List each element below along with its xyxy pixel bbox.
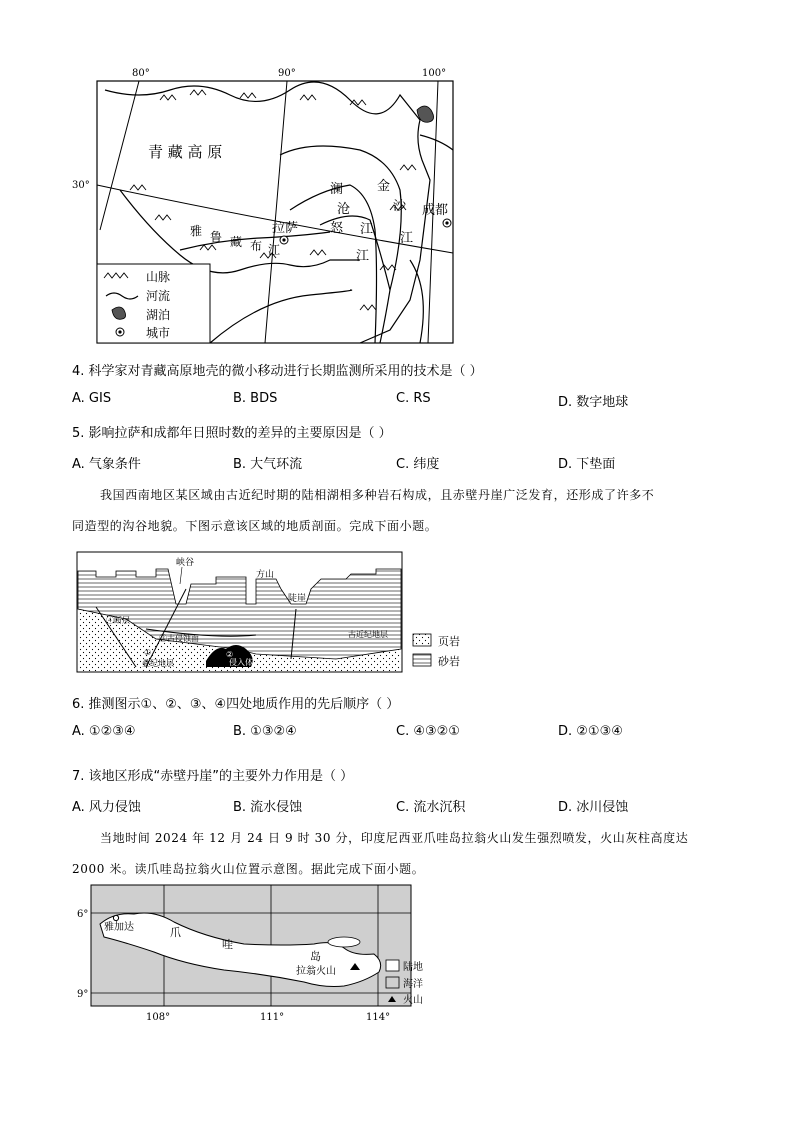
city-lhasa: 拉萨 [272, 221, 299, 236]
svg-text:沙: 沙 [393, 199, 407, 214]
q7-option-b[interactable]: B. 流水侵蚀 [233, 800, 303, 815]
svg-text:陡崖: 陡崖 [288, 594, 307, 604]
svg-text:爪: 爪 [170, 926, 181, 939]
svg-text:金: 金 [377, 179, 391, 194]
q6-option-b[interactable]: B. ①③②④ [233, 724, 297, 739]
passage-3-line-2: 2000 米。读爪哇岛拉翁火山位置示意图。据此完成下面小题。 [72, 862, 425, 876]
svg-text:澜: 澜 [330, 182, 344, 197]
q5-option-d[interactable]: D. 下垫面 [558, 457, 616, 472]
svg-text:④断层: ④断层 [106, 616, 130, 625]
tibet-map [60, 60, 460, 350]
lon-80: 80° [132, 68, 150, 79]
svg-text:侵入体: 侵入体 [229, 658, 253, 667]
q5-option-c[interactable]: C. 纬度 [396, 457, 440, 472]
q6-option-d[interactable]: D. ②①③④ [558, 724, 623, 739]
q6-option-a[interactable]: A. ①②③④ [72, 724, 136, 739]
q6-option-c[interactable]: C. ④③②① [396, 724, 460, 739]
passage-2-line-2: 同造型的沟谷地貌。下图示意该区域的地质剖面。完成下面小题。 [72, 519, 438, 533]
lon-100: 100° [422, 68, 447, 79]
svg-text:江: 江 [360, 222, 374, 237]
svg-text:峡谷: 峡谷 [176, 558, 195, 568]
svg-text:6°: 6° [77, 909, 89, 920]
svg-text:江: 江 [268, 243, 281, 257]
question-5-stem: 5. 影响拉萨和成都年日照时数的差异的主要原因是（ ） [72, 426, 392, 441]
question-6-stem: 6. 推测图示①、②、③、④四处地质作用的先后顺序（ ） [72, 697, 400, 712]
q4-option-a[interactable]: A. GIS [72, 391, 112, 406]
svg-text:怒: 怒 [330, 221, 344, 236]
q5-option-b[interactable]: B. 大气环流 [233, 457, 303, 472]
city-chengdu: 成都 [422, 203, 449, 218]
svg-text:页岩: 页岩 [438, 635, 460, 648]
volcano-label: 拉翁火山 [296, 966, 336, 977]
geologic-profile [76, 549, 476, 674]
svg-text:叠纪地层: 叠纪地层 [142, 659, 174, 668]
question-4-stem: 4. 科学家对青藏高原地壳的微小移动进行长期监测所采用的技术是（ ） [72, 364, 483, 379]
q7-option-c[interactable]: C. 流水沉积 [396, 800, 466, 815]
lon-90: 90° [278, 68, 296, 79]
svg-text:鲁: 鲁 [210, 230, 223, 244]
city-icon [282, 238, 285, 241]
q4-option-c[interactable]: C. RS [396, 391, 431, 406]
q4-option-d[interactable]: D. 数字地球 [558, 395, 629, 410]
svg-text:江: 江 [400, 231, 414, 246]
svg-text:岛: 岛 [310, 950, 321, 963]
question-7-stem: 7. 该地区形成“赤壁丹崖”的主要外力作用是（ ） [72, 769, 354, 784]
svg-text:雅: 雅 [190, 224, 203, 238]
passage-3-line-1: 当地时间 2024 年 12 月 24 日 9 时 30 分，印度尼西亚爪哇岛拉翁火山发生强烈喷发，火山灰柱高度达 [100, 831, 689, 845]
svg-text:114°: 114° [366, 1012, 391, 1023]
region-label: 青 藏 高 原 [148, 143, 223, 161]
q7-option-a[interactable]: A. 风力侵蚀 [72, 800, 141, 815]
lat-30: 30° [72, 180, 90, 191]
svg-text:沧: 沧 [337, 202, 351, 217]
java-map [74, 882, 444, 1027]
city-jakarta: 雅加达 [104, 922, 134, 933]
svg-text:111°: 111° [260, 1012, 285, 1023]
svg-text:古近纪地层: 古近纪地层 [348, 630, 388, 639]
svg-text:布: 布 [250, 239, 263, 253]
svg-text:哇: 哇 [222, 938, 233, 951]
passage-2-line-1: 我国西南地区某区域由古近纪时期的陆相湖相多种岩石构成，且赤壁丹崖广泛发育，还形成了许多不 [100, 488, 655, 502]
svg-text:砂岩: 砂岩 [438, 655, 460, 668]
q5-option-a[interactable]: A. 气象条件 [72, 457, 141, 472]
svg-text:江: 江 [356, 249, 370, 264]
q4-option-b[interactable]: B. BDS [233, 391, 278, 406]
svg-text:陆地: 陆地 [403, 962, 423, 973]
svg-text:108°: 108° [146, 1012, 171, 1023]
svg-text:海洋: 海洋 [403, 979, 423, 990]
svg-text:②: ② [226, 650, 234, 659]
svg-text:城市: 城市 [146, 326, 171, 340]
svg-text:山脉: 山脉 [146, 270, 171, 284]
svg-text:方山: 方山 [256, 570, 275, 580]
svg-text:9°: 9° [77, 989, 89, 1000]
svg-text:③古侵蚀面: ③古侵蚀面 [159, 634, 199, 643]
svg-text:河流: 河流 [146, 289, 171, 303]
q7-option-d[interactable]: D. 冰川侵蚀 [558, 800, 629, 815]
svg-text:藏: 藏 [230, 235, 243, 249]
svg-text:湖泊: 湖泊 [146, 308, 171, 322]
svg-text:火山: 火山 [403, 995, 423, 1006]
svg-text:①: ① [144, 648, 152, 657]
